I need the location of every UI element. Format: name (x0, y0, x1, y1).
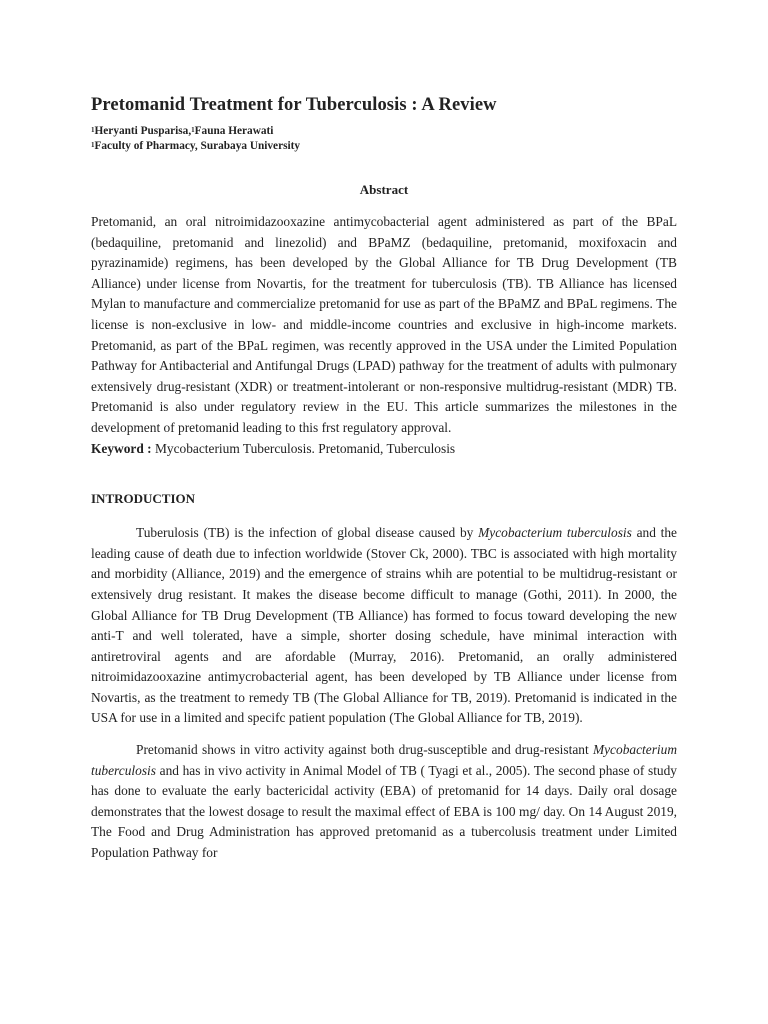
author1-affiliation-mark: 1 (91, 126, 95, 134)
paragraph-text: Tuberulosis (TB) is the infection of global disease caused by (136, 525, 479, 541)
intro-paragraph-1 (91, 523, 677, 729)
affiliation-text: Faculty of Pharmacy, Surabaya University (94, 140, 301, 152)
paragraph-text: Pretomanid shows in vitro activity against both drug-susceptible and drug-resistant (136, 742, 593, 758)
author2-affiliation-mark: 1 (191, 126, 195, 134)
introduction-heading: INTRODUCTION (91, 491, 196, 507)
author-list (91, 123, 677, 139)
paragraph-text: and has in vivo activity in Animal Model of TB ( Tyagi et al., 2005). The second phase of study has done to evaluate the early bactericidal activity (EBA) of pretomanid for 14 days. Daily oral dosage demonstrates that the lowest dosage to result the maximal effect of EBA is 100 mg/ day. On 14 August 2019, The Food and Drug Administration has approved pretomanid as a tubercolusis treatment under Limited Population Pathway for (91, 762, 677, 861)
species-name: Mycobacterium tuberculosis (478, 525, 632, 541)
abstract-text: Pretomanid, an oral nitroimidazooxazine antimycobacterial agent administered as part of the BPaL (bedaquiline, pretomanid and linezolid) and BPaMZ (bedaquiline, pretomanid, moxifoxacin and pyrazinamide) regimens, has been developed by the Global Alliance for TB Drug Development (TB Alliance) under license from Novartis, for the treatment for tuberculosis (TB). TB Alliance has licensed Mylan to manufacture and commercialize pretomanid for use as part of the BPaMZ and BPaL regimens. The license is non-exclusive in low- and middle-income countries and exclusive in high-income markets. Pretomanid, as part of the BPaL regimen, was recently approved in the USA under the Limited Population Pathway for Antibacterial and Antifungal Drugs (LPAD) pathway for the treatment of adults with pulmonary extensively drug-resistant (XDR) or treatment-intolerant or non-responsive multidrug-resistant (MDR) TB. Pretomanid is also under regulatory review in the EU. This article summarizes the milestones in the development of pretomanid leading to this frst regulatory approval. (91, 214, 677, 435)
author-name: Heryanti Pusparisa, (94, 125, 192, 137)
keyword-text: Mycobacterium Tuberculosis. Pretomanid, Tuberculosis (151, 440, 456, 456)
keywords (91, 439, 677, 460)
author-name: Fauna Herawati (194, 125, 274, 137)
keyword-label: Keyword : (91, 440, 152, 456)
paper-page (91, 94, 677, 864)
intro-paragraph-2 (91, 740, 677, 864)
abstract-heading: Abstract (359, 182, 409, 197)
paragraph-text: and the leading cause of death due to infection worldwide (Stover Ck, 2000). TBC is associated with high mortality and morbidity (Alliance, 2019) and the emergence of strains whih are potential to be multidrug-resistant or extensively drug resistant. It makes the disease become difficult to manage (Gothi, 2011). In 2000, the Global Alliance for TB Drug Development (TB Alliance) has formed to focus toward developing the new anti-T and well tolerated, have a simple, shorter dosing schedule, have minimal interaction with antiretroviral agents and are afordable (Murray, 2016). Pretomanid, an orally administered nitroimidazooxazine antimycrobacterial agent, has been developed by TB Alliance under license from Novartis, as the treatment to remedy TB (The Global Alliance for TB, 2019). Pretomanid is indicated in the USA for use in a limited and specifc patient population (The Global Alliance for TB, 2019). (91, 525, 677, 726)
paper-title: Pretomanid Treatment for Tuberculosis : A Review (91, 95, 497, 115)
species-name: Mycobacterium tuberculosis (91, 742, 677, 778)
affiliation (91, 139, 677, 154)
affiliation-mark: 1 (91, 141, 95, 149)
